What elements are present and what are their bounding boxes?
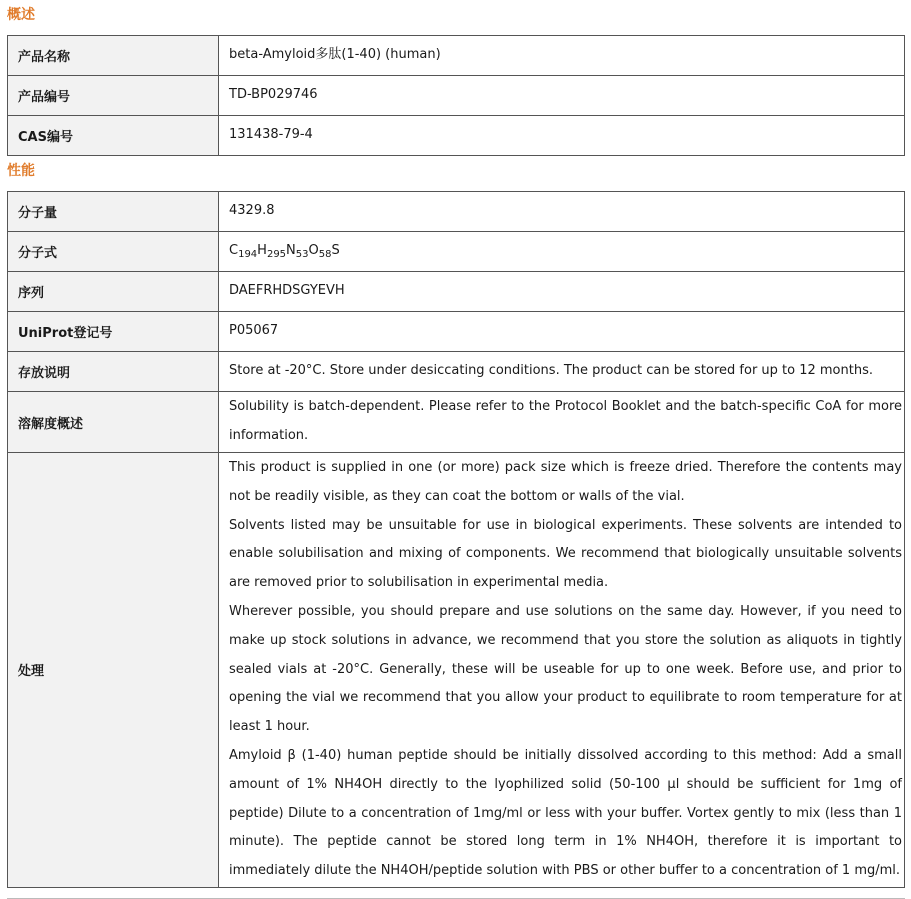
formula-element: C <box>229 243 239 259</box>
uniprot-value: P05067 <box>219 312 905 352</box>
formula-subscript: 295 <box>266 249 287 261</box>
formula-element: H <box>257 243 267 259</box>
table-row <box>8 232 905 272</box>
table-row <box>8 36 905 76</box>
molecular-weight-label: 分子量 <box>8 192 219 232</box>
handling-label: 处理 <box>8 453 219 888</box>
section-title-properties: 性能 <box>7 163 35 179</box>
formula-value <box>219 232 905 272</box>
product-code-label: 产品编号 <box>8 76 219 116</box>
table-row <box>8 76 905 116</box>
formula-element: O <box>308 243 319 259</box>
properties-table <box>7 191 905 888</box>
solubility-value: Solubility is batch-dependent. Please refer to the Protocol Booklet and the batch-specific CoA for more information. <box>219 392 905 453</box>
formula-element: N <box>286 243 296 259</box>
table-row <box>8 192 905 232</box>
table-row <box>8 352 905 392</box>
overview-table <box>7 35 905 156</box>
table-row <box>8 312 905 352</box>
table-row <box>8 453 905 888</box>
table-row <box>8 272 905 312</box>
table-row <box>8 116 905 156</box>
storage-label: 存放说明 <box>8 352 219 392</box>
handling-paragraph: Solvents listed may be unsuitable for use in biological experiments. These solvents are intended to enable solubilisation and mixing of components. We recommend that biologically unsuitable solvents are removed prior to solubilisation in experimental media. <box>229 517 902 591</box>
storage-value: Store at -20°C. Store under desiccating conditions. The product can be stored for up to 12 months. <box>219 352 905 392</box>
formula-subscript: 53 <box>295 249 309 261</box>
handling-paragraph: Wherever possible, you should prepare and use solutions on the same day. However, if you need to make up stock solutions in advance, we recommend that you store the solution as aliquots in tightly sealed vials at -20°C. Generally, these will be useable for up to one week. Before use, and prior to opening the vial we recommend that you allow your product to equilibrate to room temperature for at least 1 hour. <box>229 603 902 735</box>
solubility-label: 溶解度概述 <box>8 392 219 453</box>
formula-label: 分子式 <box>8 232 219 272</box>
sequence-value: DAEFRHDSGYEVH <box>219 272 905 312</box>
handling-value <box>219 453 905 888</box>
product-code-value: TD-BP029746 <box>219 76 905 116</box>
formula-subscript: 58 <box>318 249 332 261</box>
handling-paragraph: Amyloid β (1-40) human peptide should be initially dissolved according to this method: Add a small amount of 1% NH4OH directly to the lyophilized solid (50-100 µl should be sufficient for 1mg of peptide) Dilute to a concentration of 1mg/ml or less with your buffer. Vortex gently to mix (less than 1 minute). The peptide cannot be stored long term in 1% NH4OH, therefore it is important to immediately dilute the NH4OH/peptide solution with PBS or other buffer to a concentration of 1 mg/ml. <box>229 747 902 879</box>
formula-subscript: 194 <box>238 249 258 261</box>
product-name-value: beta-Amyloid多肽(1-40) (human) <box>219 36 905 76</box>
cas-label: CAS编号 <box>8 116 219 156</box>
uniprot-label: UniProt登记号 <box>8 312 219 352</box>
table-row <box>8 392 905 453</box>
cas-value: 131438-79-4 <box>219 116 905 156</box>
handling-paragraph: This product is supplied in one (or more) pack size which is freeze dried. Therefore the contents may not be readily visible, as they can coat the bottom or walls of the vial. <box>229 460 902 504</box>
formula-element: S <box>331 243 340 259</box>
product-name-label: 产品名称 <box>8 36 219 76</box>
sequence-label: 序列 <box>8 272 219 312</box>
section-title-overview: 概述 <box>7 7 35 23</box>
molecular-weight-value: 4329.8 <box>219 192 905 232</box>
